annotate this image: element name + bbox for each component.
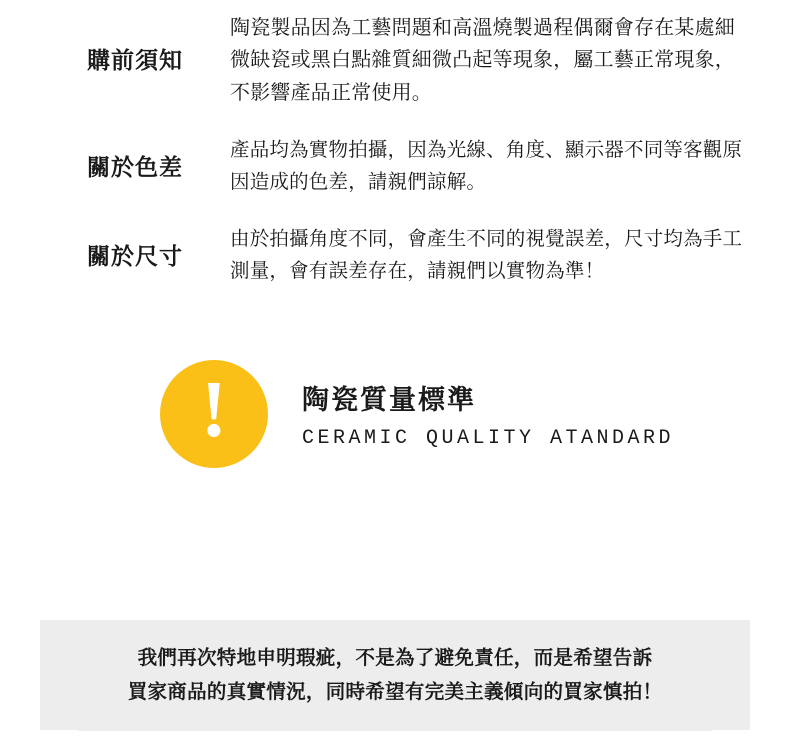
notice-body-color: 產品均為實物拍攝，因為光線、角度、顯示器不同等客觀原因造成的色差，請親們諒解。 bbox=[230, 139, 743, 193]
purchase-notice-section bbox=[0, 0, 790, 287]
notice-label-color: 關於色差 bbox=[87, 153, 183, 180]
notice-body-size: 由於拍攝角度不同，會產生不同的視覺誤差，尺寸均為手工測量，會有誤差存在，請親們以實物為準！ bbox=[230, 228, 743, 282]
statement-line-1: 我們再次特地申明瑕疵，不是為了避免責任，而是希望告訴 bbox=[137, 646, 653, 669]
quality-standard-title-en: CERAMIC QUALITY ATANDARD bbox=[302, 427, 675, 451]
statement-line-2: 買家商品的真實情況，同時希望有完美主義傾向的買家慎拍！ bbox=[127, 681, 663, 703]
notice-body-purchase: 陶瓷製品因為工藝問題和高溫燒製過程偶爾會存在某處細微缺瓷或黑白點雜質細微凸起等現象，屬工藝正常現象，不影響產品正常使用。 bbox=[230, 17, 735, 104]
quality-standard-banner bbox=[0, 339, 790, 489]
notice-label-purchase: 購前須知 bbox=[87, 47, 183, 74]
exclamation-glyph: ! bbox=[200, 366, 228, 455]
notice-label-size: 關於尺寸 bbox=[87, 242, 183, 269]
notice-row-purchase bbox=[40, 12, 750, 109]
quality-standard-text bbox=[302, 378, 674, 450]
quality-standard-title-cn: 陶瓷質量標準 bbox=[302, 385, 476, 416]
bottom-spacer bbox=[78, 730, 712, 753]
exclamation-icon bbox=[160, 360, 268, 468]
notice-row-size bbox=[40, 224, 750, 287]
notice-row-color bbox=[40, 135, 750, 198]
statement-banner bbox=[40, 620, 750, 730]
